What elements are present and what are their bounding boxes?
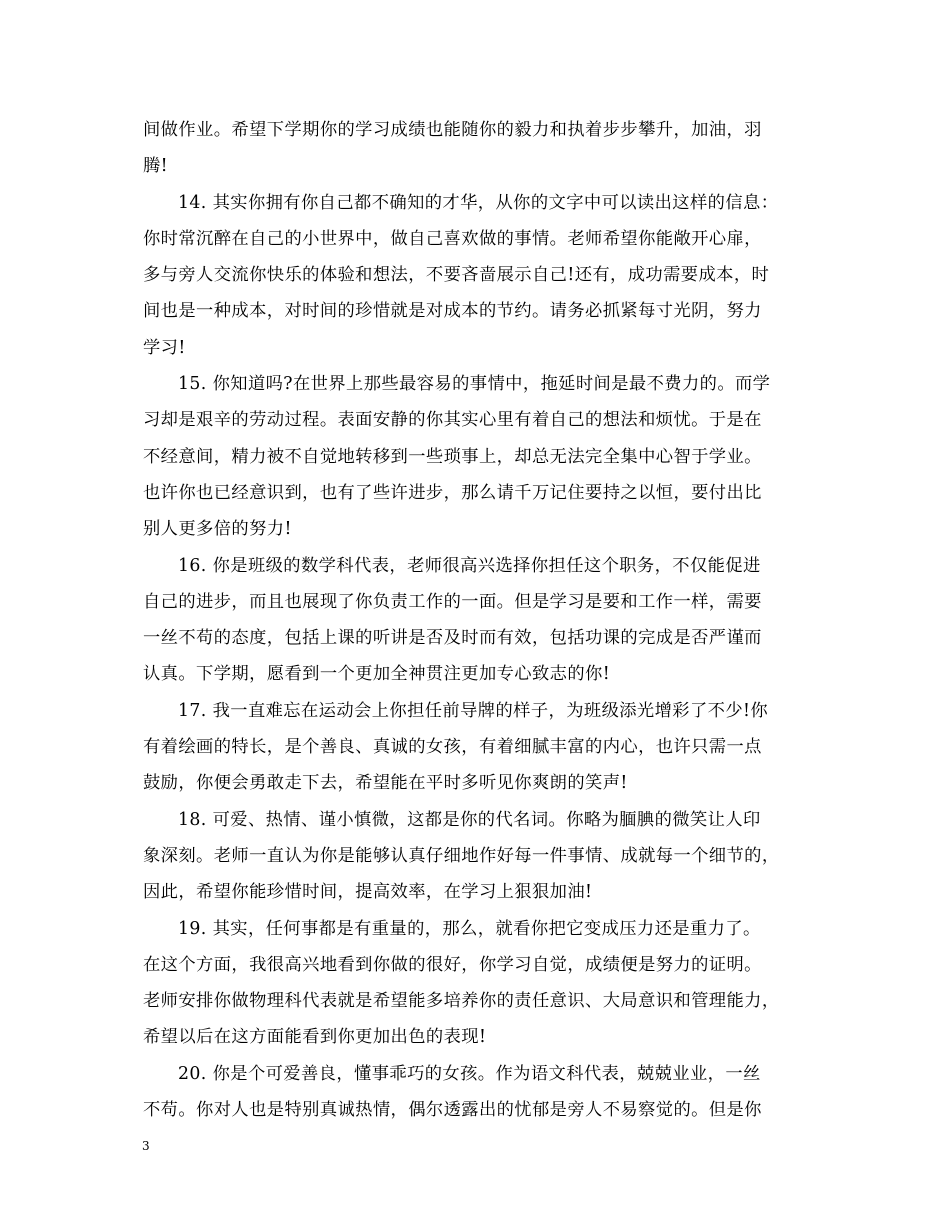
text-line: 在这个方面，我很高兴地看到你做的很好，你学习自觉，成绩便是努力的证明。 [143, 954, 762, 975]
text-line: 间也是一种成本，对时间的珍惜就是对成本的节约。请务必抓紧每寸光阴，努力 [143, 301, 762, 322]
text-line: 间做作业。希望下学期你的学习成绩也能随你的毅力和执着步步攀升，加油，羽 [143, 120, 762, 140]
text-line: 鼓励，你便会勇敢走下去，希望能在平时多听见你爽朗的笑声! [143, 773, 628, 794]
paragraph-first-line: 16. 你是班级的数学科代表，老师很高兴选择你担任这个职务，不仅能促进 [178, 555, 761, 576]
paragraph-first-line: 17. 我一直难忘在运动会上你担任前导牌的样子，为班级添光增彩了不少!你 [178, 700, 769, 721]
text-line: 一丝不苟的态度，包括上课的听讲是否及时而有效，包括功课的完成是否严谨而 [143, 628, 762, 649]
text-line: 别人更多倍的努力! [143, 519, 292, 540]
text-line: 老师安排你做物理科代表就是希望能多培养你的责任意识、大局意识和管理能力， [143, 991, 780, 1012]
paragraph-first-line: 19. 其实，任何事都是有重量的，那么，就看你把它变成压力还是重力了。 [178, 918, 761, 939]
text-line: 习却是艰辛的劳动过程。表面安静的你其实心里有着自己的想法和烦忧。于是在 [143, 410, 762, 431]
text-line: 多与旁人交流你快乐的体验和想法，不要吝啬展示自己!还有，成功需要成本，时 [143, 265, 770, 286]
text-line: 腾! [143, 156, 169, 177]
text-line: 认真。下学期，愿看到一个更加全神贯注更加专心致志的你! [143, 664, 611, 685]
text-line: 不苟。你对人也是特别真诚热情，偶尔透露出的忧郁是旁人不易察觉的。但是你 [143, 1100, 762, 1121]
text-line: 因此，希望你能珍惜时间，提高效率，在学习上狠狠加油! [143, 882, 593, 903]
text-line: 也许你也已经意识到，也有了些许进步，那么请千万记住要持之以恒，要付出比 [143, 482, 762, 503]
paragraph-first-line: 18. 可爱、热情、谨小慎微，这都是你的代名词。你略为腼腆的微笑让人印 [178, 809, 761, 830]
page-number: 3 [142, 1139, 150, 1153]
paragraph-first-line: 15. 你知道吗?在世界上那些最容易的事情中，拖延时间是最不费力的。而学 [178, 374, 771, 395]
paragraph-first-line: 14. 其实你拥有你自己都不确知的才华，从你的文字中可以读出这样的信息： [178, 192, 779, 213]
text-line: 希望以后在这方面能看到你更加出色的表现! [143, 1027, 487, 1048]
paragraph-first-line: 20. 你是个可爱善良，懂事乖巧的女孩。作为语文科代表，兢兢业业，一丝 [178, 1063, 761, 1084]
text-line: 象深刻。老师一直认为你是能够认真仔细地作好每一件事情、成就每一个细节的， [143, 845, 780, 866]
text-line: 不经意间，精力被不自觉地转移到一些琐事上，却总无法完全集中心智于学业。 [143, 446, 762, 467]
text-line: 有着绘画的特长，是个善良、真诚的女孩，有着细腻丰富的内心，也许只需一点 [143, 737, 762, 758]
text-line: 你时常沉醉在自己的小世界中，做自己喜欢做的事情。老师希望你能敞开心扉， [143, 228, 762, 249]
text-line: 学习! [143, 337, 186, 358]
text-line: 自己的进步，而且也展现了你负责工作的一面。但是学习是要和工作一样，需要 [143, 591, 762, 612]
body-text [143, 112, 823, 1128]
